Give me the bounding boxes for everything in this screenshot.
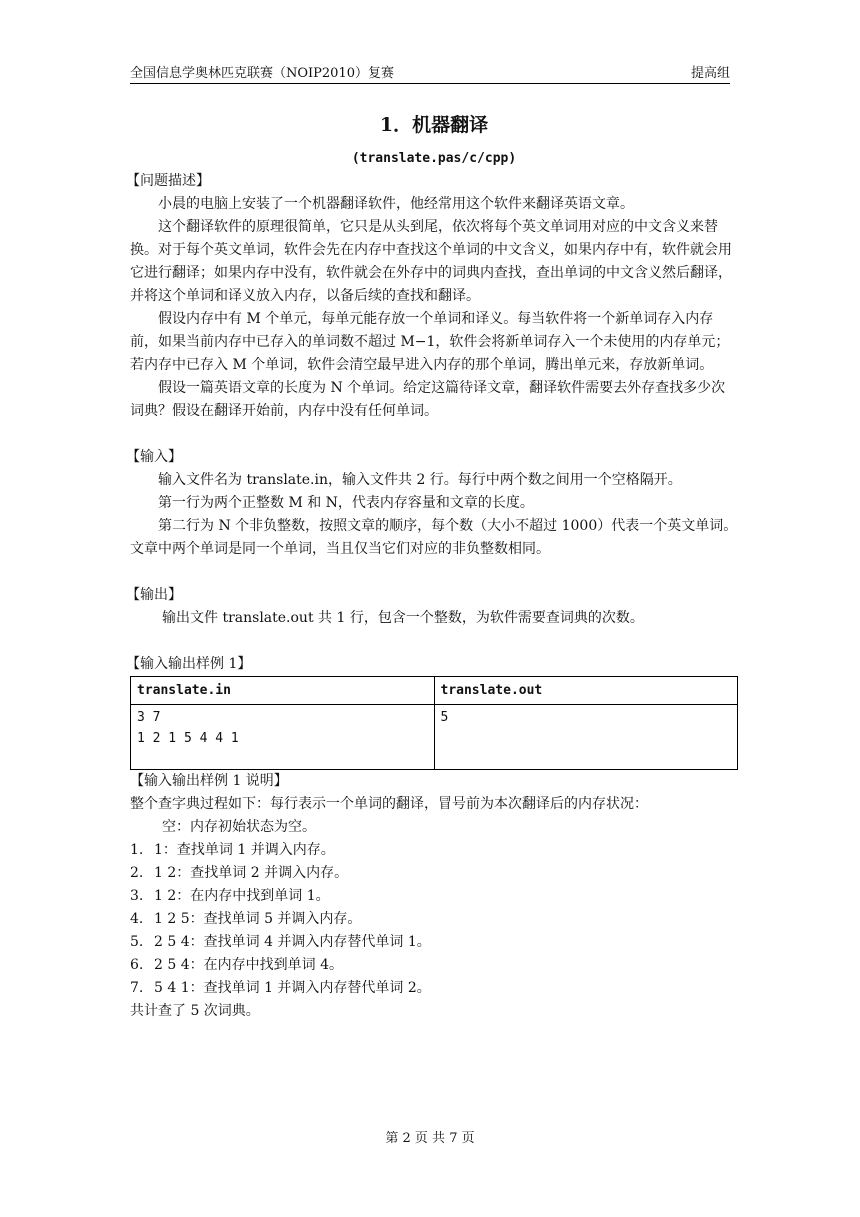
input-paragraph: 第二行为 N 个非负整数，按照文章的顺序，每个数（大小不超过 1000）代表一个英文单词。文章中两个单词是同一个单词，当且仅当它们对应的非负整数相同。: [130, 518, 738, 557]
step-number: 3.: [130, 888, 144, 904]
problem-title: 1．机器翻译: [379, 114, 489, 136]
step-number: 4.: [130, 911, 144, 927]
step-number: 6.: [130, 957, 144, 973]
sample-output-cell: [434, 705, 738, 770]
description-paragraph: 这个翻译软件的原理很简单，它只是从头到尾，依次将每个英文单词用对应的中文含义来替换。对于每个英文单词，软件会先在内存中查找这个单词的中文含义，如果内存中有，软件就会用它进行翻译；如果内存中没有，软件就会在外存中的词典内查找，查出单词的中文含义然后翻译，并将这个单词和译义放入内存，以备后续的查找和翻译。: [130, 219, 732, 304]
description-paragraph: 假设一篇英语文章的长度为 N 个单词。给定这篇待译文章，翻译软件需要去外存查找多少次词典？假设在翻译开始前，内存中没有任何单词。: [130, 380, 726, 419]
input-section: [126, 446, 738, 561]
explanation-total: 共计查了 5 次词典。: [130, 1003, 260, 1019]
step-text: 1：查找单词 1 并调入内存。: [154, 842, 335, 858]
explanation-step: [130, 954, 738, 977]
explanation-step: [130, 931, 738, 954]
step-number: 1.: [130, 842, 144, 858]
sample-output-line: 5: [440, 710, 449, 725]
step-text: 1 2：在内存中找到单词 1。: [154, 888, 330, 904]
description-section: [126, 170, 738, 423]
sample-input-line: 3 7: [137, 710, 161, 725]
output-heading: 【输出】: [126, 587, 182, 603]
explanation-section: [130, 770, 738, 1023]
output-section: [126, 584, 738, 630]
sample-input-line: 1 2 1 5 4 4 1: [137, 731, 239, 746]
step-number: 7.: [130, 980, 144, 996]
page-header: [130, 62, 730, 84]
step-text: 2 5 4：查找单词 4 并调入内存替代单词 1。: [154, 934, 431, 950]
step-text: 1 2：查找单词 2 并调入内存。: [154, 865, 349, 881]
input-heading: 【输入】: [126, 449, 182, 465]
explanation-step: [130, 839, 738, 862]
explanation-step: [130, 977, 738, 1000]
explanation-step: [130, 885, 738, 908]
description-paragraph: 假设内存中有 M 个单元，每单元能存放一个单词和译义。每当软件将一个新单词存入内存前，如果当前内存中已存入的单词数不超过 M−1，软件会将新单词存入一个未使用的内存单元；若内存中已存入 M 个单词，软件会清空最早进入内存的那个单词，腾出单元来，存放新单词。: [130, 311, 730, 373]
step-number: 5.: [130, 934, 144, 950]
description-paragraph: 小晨的电脑上安装了一个机器翻译软件，他经常用这个软件来翻译英语文章。: [158, 196, 634, 212]
explanation-empty: 空：内存初始状态为空。: [162, 819, 316, 835]
explanation-intro: 整个查字典过程如下：每行表示一个单词的翻译，冒号前为本次翻译后的内存状况：: [130, 796, 648, 812]
step-text: 1 2 5：查找单词 5 并调入内存。: [154, 911, 362, 927]
description-heading: 【问题描述】: [126, 173, 210, 189]
sample-table: [130, 676, 738, 770]
step-number: 2.: [130, 865, 144, 881]
explanation-heading: 【输入输出样例 1 说明】: [130, 773, 288, 789]
page-footer: 第 2 页 共 7 页: [385, 1131, 475, 1146]
step-text: 5 4 1：查找单词 1 并调入内存替代单词 2。: [154, 980, 431, 996]
explanation-step: [130, 908, 738, 931]
output-paragraph: 输出文件 translate.out 共 1 行，包含一个整数，为软件需要查词典的次数。: [162, 610, 644, 626]
sample-heading: 【输入输出样例 1】: [126, 656, 252, 672]
header-group: 提高组: [690, 66, 730, 81]
sample-output-header: translate.out: [434, 677, 738, 705]
input-paragraph: 第一行为两个正整数 M 和 N，代表内存容量和文章的长度。: [158, 495, 534, 511]
problem-filenames: (translate.pas/c/cpp): [351, 151, 517, 166]
header-contest-name: 全国信息学奥林匹克联赛（NOIP2010）复赛: [130, 66, 394, 81]
sample-input-cell: [131, 705, 435, 770]
sample-section: [126, 653, 738, 770]
step-text: 2 5 4：在内存中找到单词 4。: [154, 957, 343, 973]
input-paragraph: 输入文件名为 translate.in，输入文件共 2 行。每行中两个数之间用一个空格隔开。: [158, 472, 682, 488]
explanation-step: [130, 862, 738, 885]
problem-content: [126, 110, 738, 1023]
sample-input-header: translate.in: [131, 677, 435, 705]
